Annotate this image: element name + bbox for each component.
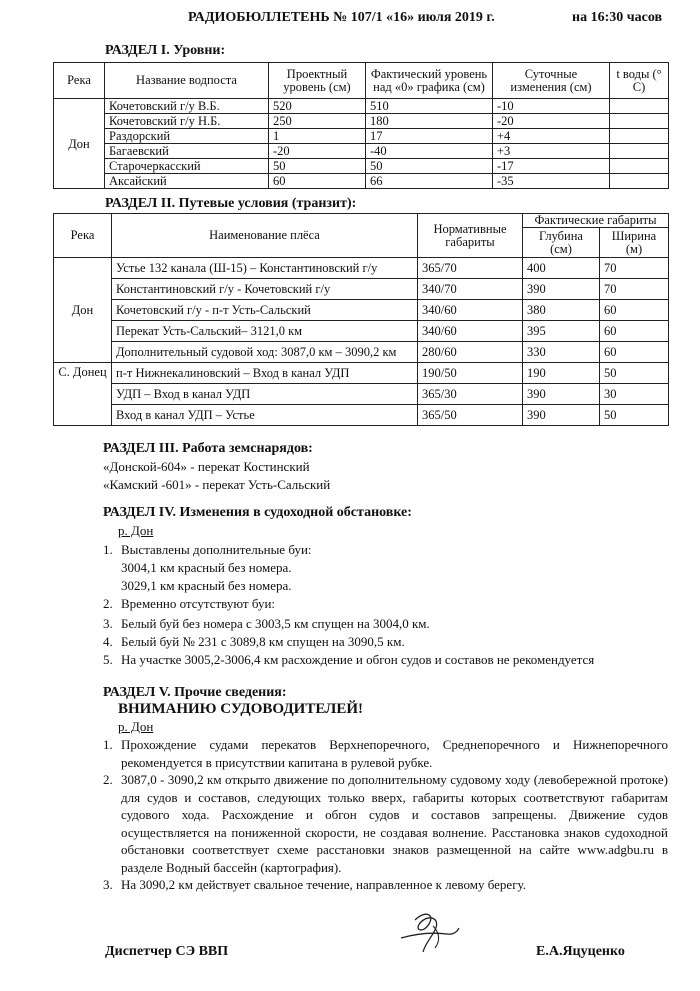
section-3-title: РАЗДЕЛ III. Работа земснарядов: xyxy=(103,441,313,456)
reach-name: п-т Нижнекалиновский – Вход в канал УДП xyxy=(112,363,418,384)
post-name: Раздорский xyxy=(105,129,269,144)
item-number: 1. xyxy=(103,737,113,752)
table-row xyxy=(54,300,669,321)
list-item xyxy=(103,736,668,771)
actual-depth: 400 xyxy=(523,258,600,279)
item-text: Белый буй № 231 с 3089,8 км спущен на 3090,5 км. xyxy=(121,634,405,649)
water-temp xyxy=(610,114,669,129)
signature-icon xyxy=(395,908,465,958)
table-row xyxy=(54,129,669,144)
item-number: 5. xyxy=(103,652,113,667)
reach-name: Кочетовский г/у - п-т Усть-Сальский xyxy=(112,300,418,321)
attention-heading: ВНИМАНИЮ СУДОВОДИТЕЛЕЙ! xyxy=(118,701,363,717)
section-4-list xyxy=(103,541,663,613)
item-text: Прохождение судами перекатов Верхнепоречного, Среднепоречного и Нижнепоречного рекомендуется в присутствии капитана в рулевой рубке. xyxy=(121,737,668,770)
table-row xyxy=(54,384,669,405)
actual-width: 60 xyxy=(600,342,669,363)
daily-change: +3 xyxy=(493,144,610,159)
transit-river-cell: Дон xyxy=(54,258,112,363)
daily-change: -35 xyxy=(493,174,610,189)
bulletin-time: на 16:30 часов xyxy=(572,10,663,25)
transit-header-reach: Наименование плёса xyxy=(112,214,418,258)
actual-depth: 390 xyxy=(523,405,600,426)
table-row xyxy=(54,159,669,174)
actual-level: -40 xyxy=(366,144,493,159)
actual-level: 17 xyxy=(366,129,493,144)
section-5-river: р. Дон xyxy=(118,719,154,734)
table-row xyxy=(54,144,669,159)
reach-name: Дополнительный судовой ход: 3087,0 км – 3090,2 км xyxy=(112,342,418,363)
levels-header-row xyxy=(54,63,669,99)
item-text: На участке 3005,2-3006,4 км расхождение и обгон судов и составов не рекомендуется xyxy=(121,652,595,667)
daily-change: +4 xyxy=(493,129,610,144)
list-item xyxy=(103,541,663,595)
design-level: 60 xyxy=(269,174,366,189)
reach-name: Устье 132 канала (Ш-15) – Константиновский г/у xyxy=(112,258,418,279)
bulletin-title: РАДИОБЮЛЛЕТЕНЬ № 107/1 «16» июля 2019 г. xyxy=(188,10,495,25)
actual-width: 30 xyxy=(600,384,669,405)
table-row xyxy=(54,405,669,426)
transit-header-normative: Нормативные габариты xyxy=(418,214,523,258)
item-text: Выставлены дополнительные буи: xyxy=(121,542,312,557)
actual-depth: 390 xyxy=(523,279,600,300)
normative-size: 340/70 xyxy=(418,279,523,300)
list-item xyxy=(103,771,668,876)
design-level: -20 xyxy=(269,144,366,159)
reach-name: Перекат Усть-Сальский– 3121,0 км xyxy=(112,321,418,342)
item-number: 1. xyxy=(103,542,113,557)
table-row xyxy=(54,174,669,189)
daily-change: -10 xyxy=(493,99,610,114)
actual-depth: 380 xyxy=(523,300,600,321)
table-row xyxy=(54,321,669,342)
post-name: Кочетовский г/у Н.Б. xyxy=(105,114,269,129)
normative-size: 280/60 xyxy=(418,342,523,363)
dredger-line: «Камский -601» - перекат Усть-Сальский xyxy=(103,477,331,492)
normative-size: 340/60 xyxy=(418,300,523,321)
levels-river-cell: Дон xyxy=(54,99,105,189)
table-row xyxy=(54,279,669,300)
actual-width: 60 xyxy=(600,300,669,321)
item-text: На 3090,2 км действует свальное течение, направленное к левому берегу. xyxy=(121,877,526,892)
list-item xyxy=(103,876,668,894)
section-4-river: р. Дон xyxy=(118,523,154,538)
levels-header-design: Проектный уровень (см) xyxy=(269,63,366,99)
actual-level: 510 xyxy=(366,99,493,114)
water-temp xyxy=(610,144,669,159)
item-number: 3. xyxy=(103,877,113,892)
section-3 xyxy=(103,440,330,494)
levels-header-river: Река xyxy=(54,63,105,99)
levels-header-temp: t воды (° С) xyxy=(610,63,669,99)
actual-level: 50 xyxy=(366,159,493,174)
levels-header-post: Название водпоста xyxy=(105,63,269,99)
post-name: Багаевский xyxy=(105,144,269,159)
actual-width: 50 xyxy=(600,363,669,384)
design-level: 250 xyxy=(269,114,366,129)
actual-level: 180 xyxy=(366,114,493,129)
post-name: Старочеркасский xyxy=(105,159,269,174)
transit-river-cell: С. Донец xyxy=(54,363,112,426)
table-row xyxy=(54,99,669,114)
actual-depth: 330 xyxy=(523,342,600,363)
design-level: 520 xyxy=(269,99,366,114)
list-item xyxy=(103,595,663,613)
transit-table xyxy=(53,213,669,426)
normative-size: 365/30 xyxy=(418,384,523,405)
water-temp xyxy=(610,174,669,189)
transit-header-width: Ширина (м) xyxy=(600,228,669,258)
item-number: 4. xyxy=(103,634,113,649)
design-level: 1 xyxy=(269,129,366,144)
actual-depth: 190 xyxy=(523,363,600,384)
list-item xyxy=(103,651,668,669)
section-5-list xyxy=(103,736,668,894)
daily-change: -17 xyxy=(493,159,610,174)
levels-table xyxy=(53,62,669,189)
item-text: Временно отсутствуют буи: xyxy=(121,596,276,611)
actual-depth: 395 xyxy=(523,321,600,342)
table-row xyxy=(54,363,669,384)
table-row xyxy=(54,342,669,363)
transit-header-depth: Глубина (см) xyxy=(523,228,600,258)
dispatcher-name: Е.А.Яцуценко xyxy=(536,944,625,959)
normative-size: 365/50 xyxy=(418,405,523,426)
reach-name: Вход в канал УДП – Устье xyxy=(112,405,418,426)
post-name: Аксайский xyxy=(105,174,269,189)
actual-depth: 390 xyxy=(523,384,600,405)
design-level: 50 xyxy=(269,159,366,174)
table-row xyxy=(54,258,669,279)
item-number: 2. xyxy=(103,596,113,611)
section-5-title: РАЗДЕЛ V. Прочие сведения: xyxy=(103,685,287,700)
normative-size: 190/50 xyxy=(418,363,523,384)
daily-change: -20 xyxy=(493,114,610,129)
reach-name: УДП – Вход в канал УДП xyxy=(112,384,418,405)
transit-header-actual: Фактические габариты xyxy=(523,214,669,228)
levels-header-actual: Фактический уровень над «0» графика (см) xyxy=(366,63,493,99)
item-number: 3. xyxy=(103,616,113,631)
item-text: Белый буй без номера с 3003,5 км спущен на 3004,0 км. xyxy=(121,616,430,631)
actual-width: 70 xyxy=(600,258,669,279)
post-name: Кочетовский г/у В.Б. xyxy=(105,99,269,114)
normative-size: 365/70 xyxy=(418,258,523,279)
dredger-line: «Донской-604» - перекат Костинский xyxy=(103,459,310,474)
transit-header-row-1 xyxy=(54,214,669,228)
water-temp xyxy=(610,159,669,174)
section-2-title: РАЗДЕЛ II. Путевые условия (транзит): xyxy=(105,196,357,211)
buoy-line: 3029,1 км красный без номера. xyxy=(121,578,292,593)
reach-name: Константиновский г/у - Кочетовский г/у xyxy=(112,279,418,300)
actual-level: 66 xyxy=(366,174,493,189)
item-number: 2. xyxy=(103,772,113,787)
actual-width: 70 xyxy=(600,279,669,300)
levels-header-daily: Суточные изменения (см) xyxy=(493,63,610,99)
table-row xyxy=(54,114,669,129)
transit-header-river: Река xyxy=(54,214,112,258)
list-item xyxy=(103,615,668,633)
item-text: 3087,0 - 3090,2 км открыто движение по дополнительному судовому ходу (левобережной протоке) для судов и составов, следующих только вверх, габариты которых соответствуют габаритам судового хода. Расхождение и обгон судов и составов запрещены. Движение судов осуществляется на пониженной скорости, не создавая волнение. Расстановка знаков судоходной обстановки соответствует схеме расстановки знаков размещенной на сайте www.adgbu.ru в разделе Водный бассейн (картография). xyxy=(121,772,668,875)
dispatcher-role: Диспетчер СЭ ВВП xyxy=(105,944,229,959)
water-temp xyxy=(610,129,669,144)
section-4-list-2 xyxy=(103,615,668,669)
list-item xyxy=(103,633,668,651)
actual-width: 50 xyxy=(600,405,669,426)
actual-width: 60 xyxy=(600,321,669,342)
normative-size: 340/60 xyxy=(418,321,523,342)
section-4-title: РАЗДЕЛ IV. Изменения в судоходной обстановке: xyxy=(103,505,412,520)
water-temp xyxy=(610,99,669,114)
section-1-title: РАЗДЕЛ I. Уровни: xyxy=(105,43,226,58)
buoy-line: 3004,1 км красный без номера. xyxy=(121,560,292,575)
